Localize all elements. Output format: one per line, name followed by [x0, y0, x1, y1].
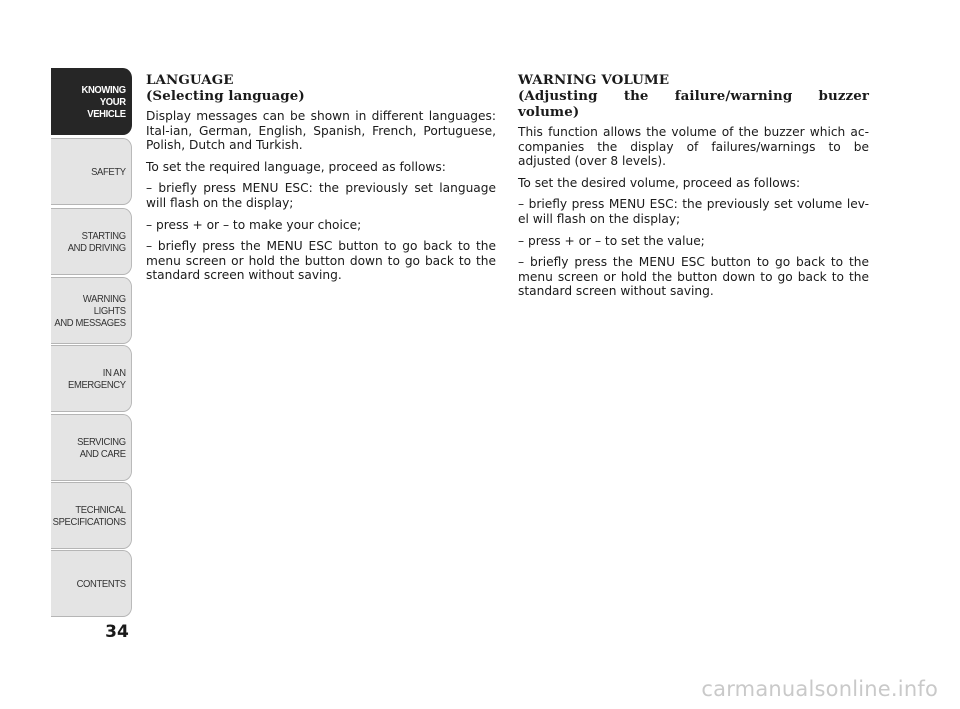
language-step: – briefly press MENU ESC: the previously set language will flash on the display;: [146, 181, 496, 210]
tab-knowing-your-vehicle[interactable]: KNOWING YOUR VEHICLE: [51, 68, 132, 135]
watermark: carmanualsonline.info: [701, 677, 938, 701]
warning-volume-title: WARNING VOLUME: [518, 72, 670, 88]
language-paragraph: Display messages can be shown in different languages: Ital-ian, German, English, Spanish, French, Portuguese, Polish, Dutch and Turkish.: [146, 109, 496, 153]
warning-volume-paragraph: To set the desired volume, proceed as follows:: [518, 175, 801, 190]
tab-technical-specifications[interactable]: TECHNICAL SPECIFICATIONS: [51, 482, 132, 549]
warning-volume-step: – briefly press MENU ESC: the previously set volume lev-el will flash on the display;: [518, 197, 869, 226]
tab-contents[interactable]: CONTENTS: [51, 550, 132, 617]
warning-volume-heading: [518, 72, 869, 120]
warning-volume-step: – press + or – to set the value;: [518, 233, 705, 248]
warning-volume-section: [518, 72, 869, 306]
language-section: [146, 72, 496, 290]
warning-volume-subtitle: (Adjusting the failure/warning buzzer volume): [518, 88, 869, 120]
language-heading: [146, 72, 496, 104]
language-step: – press + or – to make your choice;: [146, 217, 362, 232]
language-title: LANGUAGE: [146, 72, 234, 88]
language-subtitle: (Selecting language): [146, 88, 305, 104]
warning-volume-step: – briefly press the MENU ESC button to go back to the menu screen or hold the button down to go back to the standard screen without saving.: [518, 255, 869, 299]
tab-starting-and-driving[interactable]: STARTING AND DRIVING: [51, 208, 132, 275]
page-number: 34: [105, 622, 129, 642]
tab-servicing-and-care[interactable]: SERVICING AND CARE: [51, 414, 132, 481]
tab-safety[interactable]: SAFETY: [51, 138, 132, 205]
language-paragraph: To set the required language, proceed as follows:: [146, 159, 446, 174]
tab-in-an-emergency[interactable]: IN AN EMERGENCY: [51, 345, 132, 412]
warning-volume-paragraph: This function allows the volume of the buzzer which ac-companies the display of failures/warnings to be adjusted (over 8 levels).: [518, 125, 869, 169]
tab-warning-lights-and-messages[interactable]: WARNING LIGHTS AND MESSAGES: [51, 277, 132, 344]
language-step: – briefly press the MENU ESC button to go back to the menu screen or hold the button down to go back to the standard screen without saving.: [146, 239, 496, 283]
